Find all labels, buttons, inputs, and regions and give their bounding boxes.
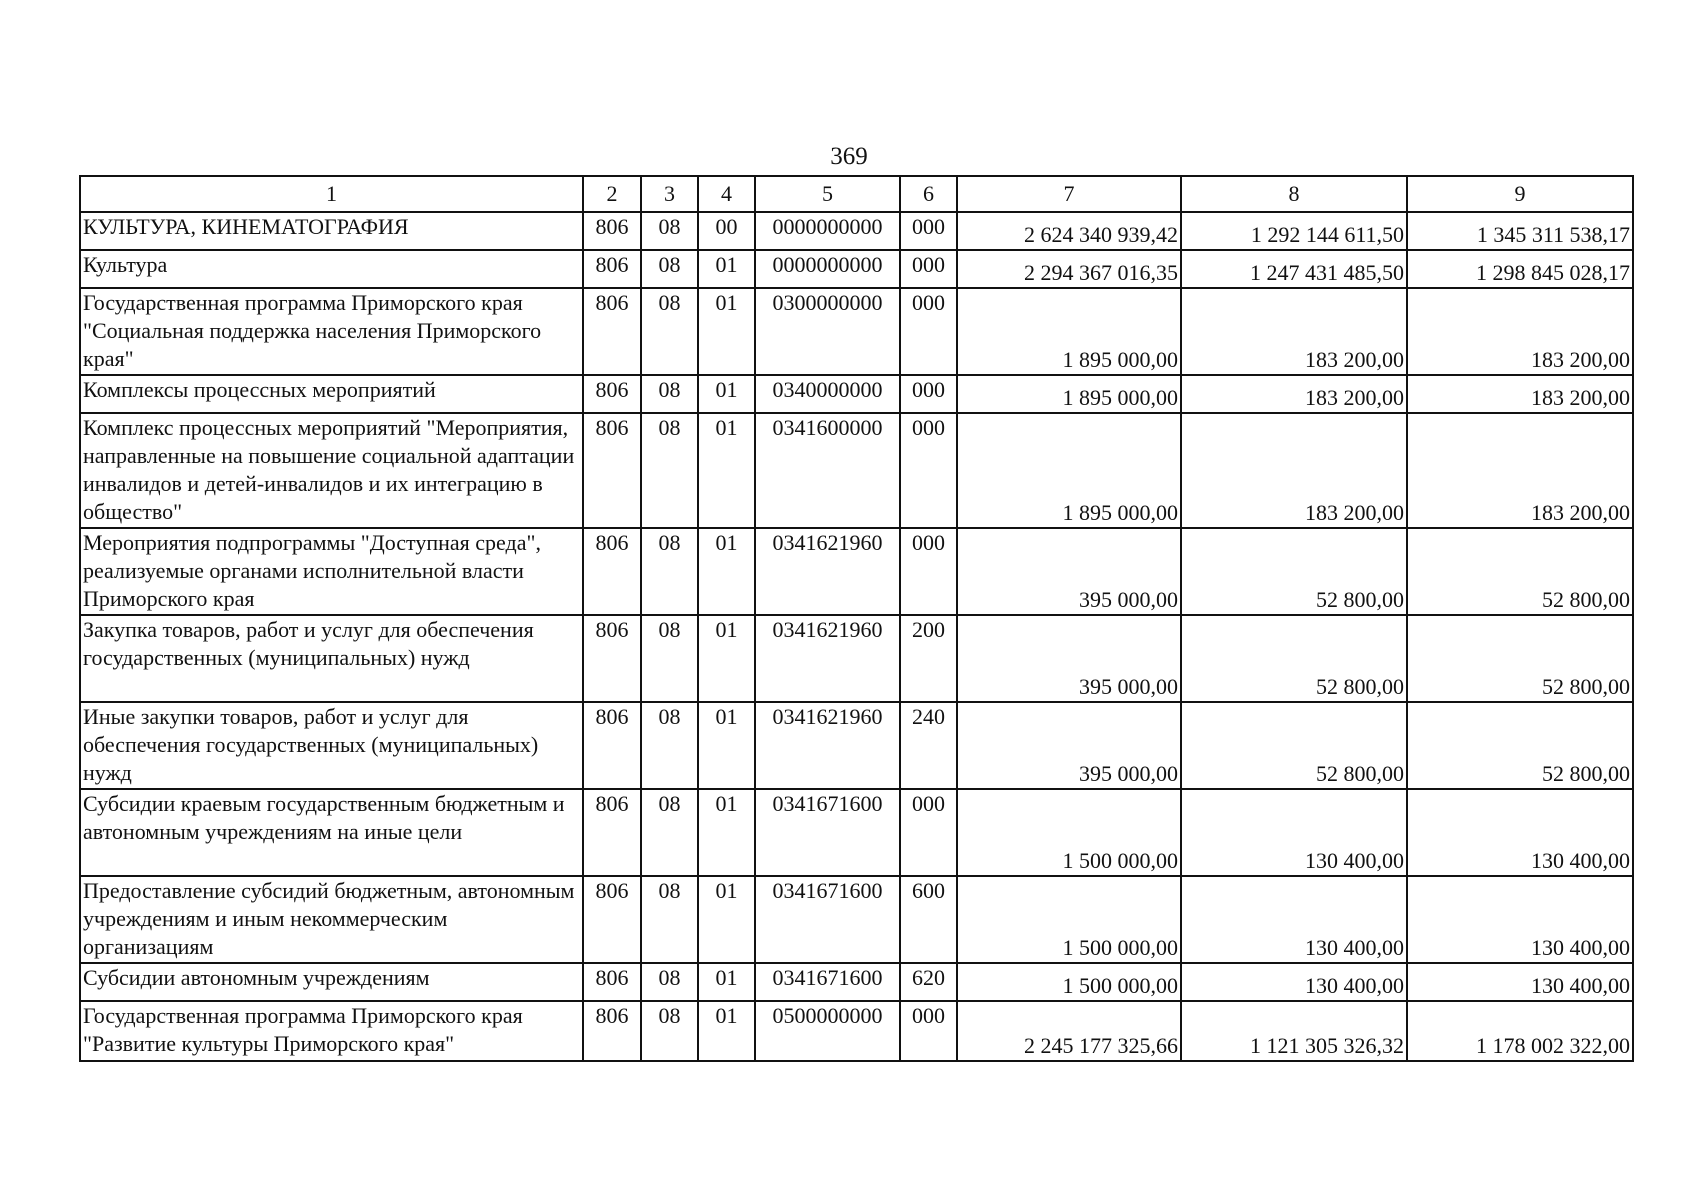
row-name: Комплексы процессных мероприятий [80,375,583,413]
row-amount-9: 52 800,00 [1407,528,1633,615]
row-amount-8: 52 800,00 [1181,615,1407,702]
row-amount-9: 52 800,00 [1407,702,1633,789]
row-code-4: 01 [698,413,755,528]
table-row [80,375,1633,413]
row-code-6: 000 [900,1001,957,1061]
row-code-4: 01 [698,789,755,876]
row-amount-9: 183 200,00 [1407,413,1633,528]
row-amount-7: 395 000,00 [957,702,1181,789]
row-amount-8: 1 121 305 326,32 [1181,1001,1407,1061]
row-name: Предоставление субсидий бюджетным, автономным учреждениям и иным некоммерческим организациям [80,876,583,963]
row-code-5: 0341621960 [755,528,900,615]
row-code-2: 806 [583,528,641,615]
page-number: 369 [830,143,868,170]
row-code-4: 01 [698,375,755,413]
row-amount-7: 395 000,00 [957,528,1181,615]
table-row [80,615,1633,702]
row-amount-7: 1 500 000,00 [957,963,1181,1001]
table-row [80,212,1633,250]
row-amount-7: 1 895 000,00 [957,413,1181,528]
table-row [80,288,1633,375]
table-row [80,876,1633,963]
row-amount-9: 130 400,00 [1407,876,1633,963]
row-amount-7: 395 000,00 [957,615,1181,702]
row-code-3: 08 [641,615,698,702]
row-code-3: 08 [641,528,698,615]
row-code-2: 806 [583,250,641,288]
row-code-4: 01 [698,963,755,1001]
row-code-5: 0341671600 [755,876,900,963]
column-header: 4 [698,176,755,212]
row-code-3: 08 [641,250,698,288]
table-row [80,1001,1633,1061]
row-code-6: 000 [900,789,957,876]
row-amount-8: 1 292 144 611,50 [1181,212,1407,250]
row-amount-9: 1 178 002 322,00 [1407,1001,1633,1061]
row-code-6: 240 [900,702,957,789]
row-code-4: 00 [698,212,755,250]
row-code-6: 000 [900,250,957,288]
row-name: Субсидии краевым государственным бюджетным и автономным учреждениям на иные цели [80,789,583,876]
row-amount-8: 130 400,00 [1181,876,1407,963]
row-code-6: 200 [900,615,957,702]
table-header-row [80,176,1633,212]
column-header: 9 [1407,176,1633,212]
row-code-3: 08 [641,1001,698,1061]
row-name: Мероприятия подпрограммы "Доступная среда", реализуемые органами исполнительной власти Приморского края [80,528,583,615]
row-amount-9: 130 400,00 [1407,789,1633,876]
row-code-3: 08 [641,288,698,375]
row-code-5: 0000000000 [755,212,900,250]
row-code-2: 806 [583,702,641,789]
row-code-6: 000 [900,413,957,528]
row-code-3: 08 [641,413,698,528]
row-code-4: 01 [698,1001,755,1061]
row-code-5: 0341671600 [755,963,900,1001]
row-code-6: 000 [900,528,957,615]
table-row [80,250,1633,288]
row-code-3: 08 [641,876,698,963]
table-row [80,413,1633,528]
column-header: 1 [80,176,583,212]
row-name: Иные закупки товаров, работ и услуг для обеспечения государственных (муниципальных) нужд [80,702,583,789]
row-amount-9: 130 400,00 [1407,963,1633,1001]
row-amount-8: 130 400,00 [1181,789,1407,876]
row-amount-8: 183 200,00 [1181,413,1407,528]
row-code-3: 08 [641,212,698,250]
row-code-6: 000 [900,375,957,413]
column-header: 6 [900,176,957,212]
row-amount-8: 1 247 431 485,50 [1181,250,1407,288]
row-amount-9: 1 345 311 538,17 [1407,212,1633,250]
row-amount-7: 1 895 000,00 [957,288,1181,375]
row-code-3: 08 [641,702,698,789]
row-code-6: 600 [900,876,957,963]
row-code-4: 01 [698,250,755,288]
row-name: Культура [80,250,583,288]
row-code-2: 806 [583,789,641,876]
row-code-3: 08 [641,375,698,413]
row-code-4: 01 [698,288,755,375]
table-row [80,789,1633,876]
column-header: 7 [957,176,1181,212]
row-code-3: 08 [641,963,698,1001]
row-code-2: 806 [583,876,641,963]
row-amount-8: 52 800,00 [1181,702,1407,789]
budget-table [79,175,1634,1062]
row-code-6: 000 [900,288,957,375]
row-amount-9: 1 298 845 028,17 [1407,250,1633,288]
row-amount-9: 52 800,00 [1407,615,1633,702]
row-code-2: 806 [583,1001,641,1061]
table-row [80,702,1633,789]
row-name: КУЛЬТУРА, КИНЕМАТОГРАФИЯ [80,212,583,250]
table-row [80,528,1633,615]
row-amount-9: 183 200,00 [1407,375,1633,413]
row-code-5: 0300000000 [755,288,900,375]
row-code-5: 0500000000 [755,1001,900,1061]
row-code-5: 0341600000 [755,413,900,528]
row-code-2: 806 [583,963,641,1001]
row-amount-8: 183 200,00 [1181,375,1407,413]
row-amount-8: 130 400,00 [1181,963,1407,1001]
row-amount-7: 1 500 000,00 [957,789,1181,876]
row-code-2: 806 [583,615,641,702]
row-amount-9: 183 200,00 [1407,288,1633,375]
row-amount-7: 2 294 367 016,35 [957,250,1181,288]
table-row [80,963,1633,1001]
row-name: Комплекс процессных мероприятий "Мероприятия, направленные на повышение социальной адаптации инвалидов и детей-инвалидов и их интеграцию в общество" [80,413,583,528]
column-header: 2 [583,176,641,212]
row-code-4: 01 [698,702,755,789]
row-code-5: 0341621960 [755,615,900,702]
row-code-6: 000 [900,212,957,250]
row-name: Государственная программа Приморского края "Социальная поддержка населения Приморского края" [80,288,583,375]
row-code-4: 01 [698,528,755,615]
row-code-4: 01 [698,876,755,963]
row-code-2: 806 [583,413,641,528]
column-header: 8 [1181,176,1407,212]
row-name: Государственная программа Приморского края "Развитие культуры Приморского края" [80,1001,583,1061]
row-code-5: 0341671600 [755,789,900,876]
row-code-4: 01 [698,615,755,702]
row-name: Закупка товаров, работ и услуг для обеспечения государственных (муниципальных) нужд [80,615,583,702]
row-code-2: 806 [583,212,641,250]
column-header: 3 [641,176,698,212]
row-amount-7: 1 500 000,00 [957,876,1181,963]
row-amount-7: 1 895 000,00 [957,375,1181,413]
row-code-5: 0340000000 [755,375,900,413]
row-code-6: 620 [900,963,957,1001]
row-name: Субсидии автономным учреждениям [80,963,583,1001]
row-code-5: 0000000000 [755,250,900,288]
row-amount-8: 52 800,00 [1181,528,1407,615]
row-code-5: 0341621960 [755,702,900,789]
row-code-3: 08 [641,789,698,876]
row-code-2: 806 [583,288,641,375]
row-amount-8: 183 200,00 [1181,288,1407,375]
row-amount-7: 2 245 177 325,66 [957,1001,1181,1061]
row-code-2: 806 [583,375,641,413]
column-header: 5 [755,176,900,212]
row-amount-7: 2 624 340 939,42 [957,212,1181,250]
